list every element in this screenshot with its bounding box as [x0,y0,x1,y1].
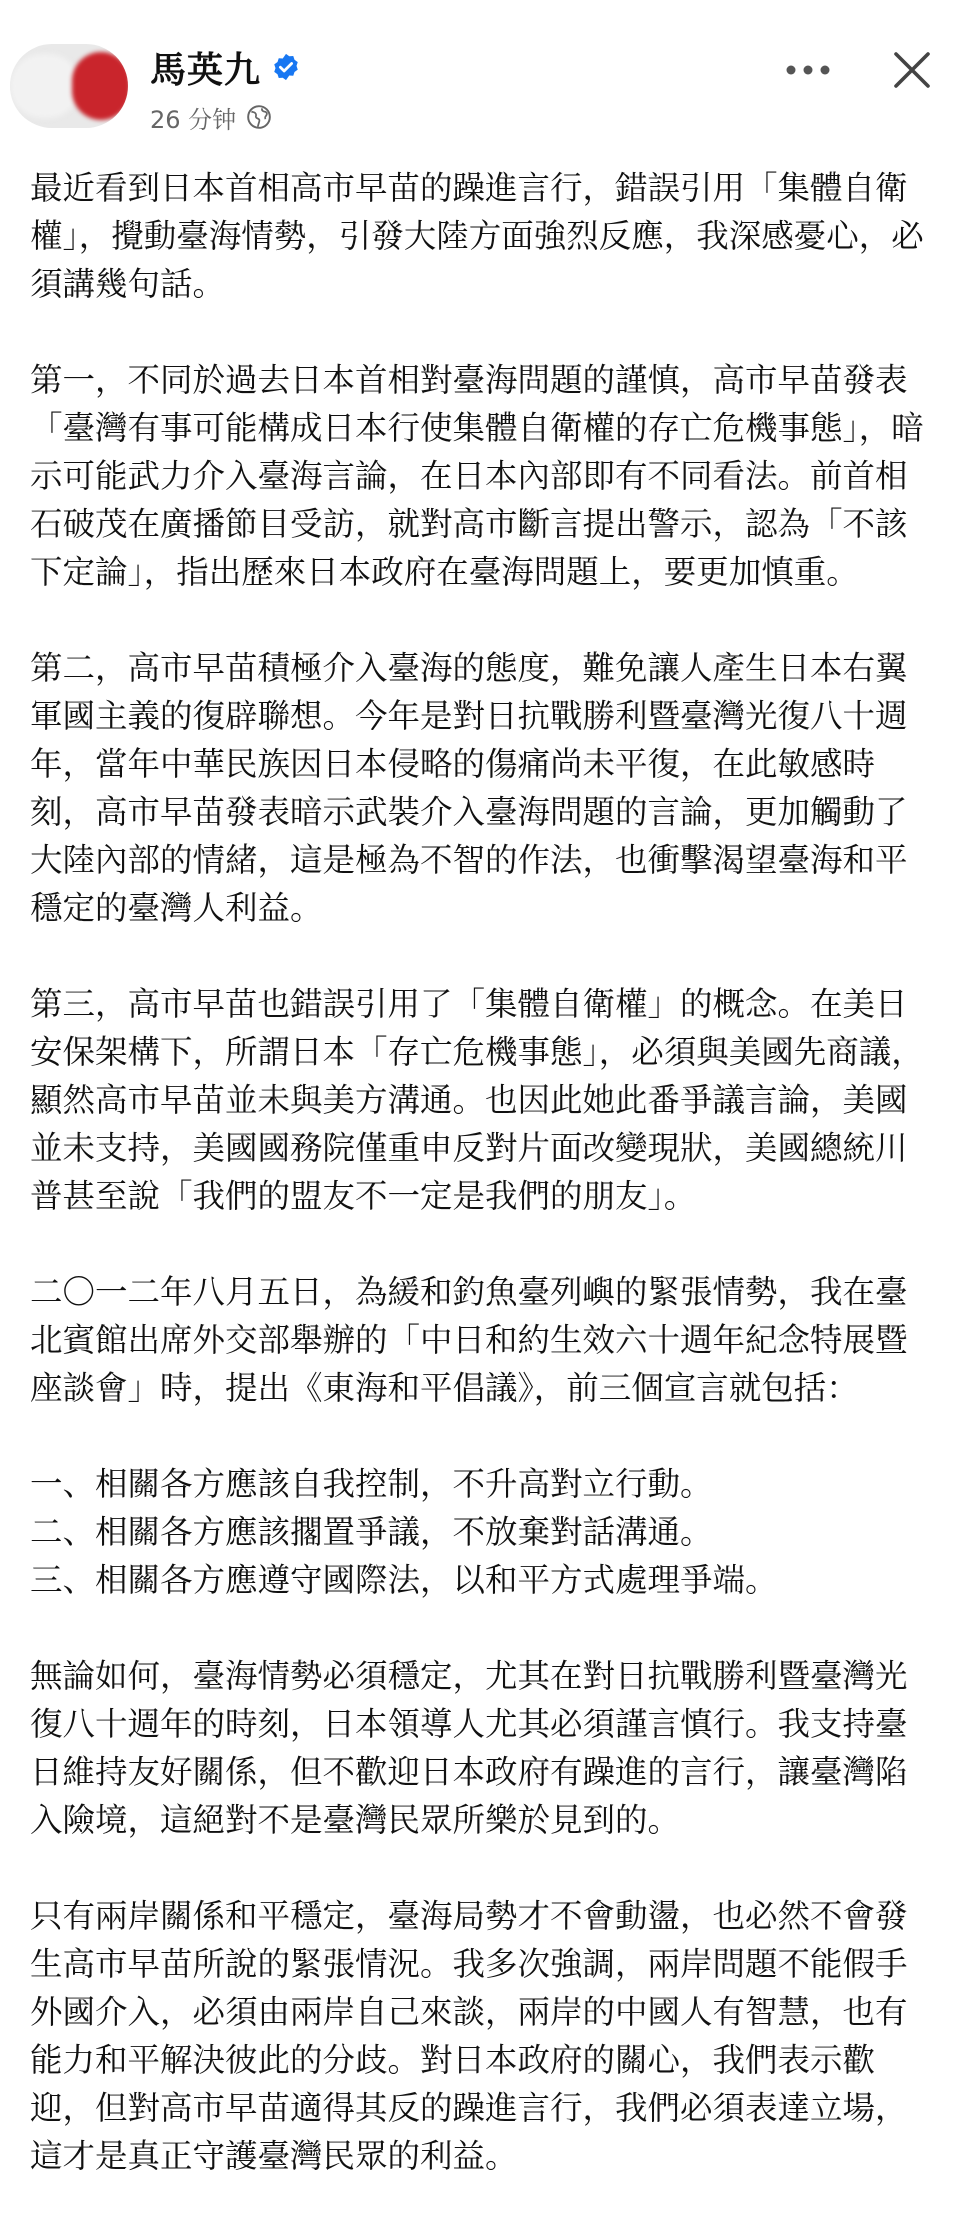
list-item: 一、相關各方應該自我控制，不升高對立行動。 [30,1465,713,1503]
post-body [30,164,936,2228]
close-icon [893,51,931,89]
more-options-button[interactable] [780,50,836,90]
more-horizontal-icon [785,64,831,76]
verified-badge-icon [271,52,301,82]
post-paragraph-3: 第二，高市早苗積極介入臺海的態度，難免讓人產生日本右翼軍國主義的復辟聯想。今年是對日抗戰勝利暨臺灣光復八十週年，當年中華民族因日本侵略的傷痛尚未平復，在此敏感時刻，高市早苗發表暗示武裝介入臺海問題的言論，更加觸動了大陸內部的情緒，這是極為不智的作法，也衝擊渴望臺海和平穩定的臺灣人利益。 [30,649,908,927]
close-button[interactable] [888,46,936,94]
post-paragraph-7: 只有兩岸關係和平穩定，臺海局勢才不會動盪，也必然不會發生高市早苗所說的緊張情況。我多次強調，兩岸問題不能假手外國介入，必須由兩岸自己來談，兩岸的中國人有智慧，也有能力和平解決彼此的分歧。對日本政府的關心，我們表示歡迎，但對高市早苗適得其反的躁進言行，我們必須表達立場，這才是真正守護臺灣民眾的利益。 [30,1897,908,2175]
author-name[interactable]: 馬英九 [150,49,262,91]
post-paragraph-5: 二〇一二年八月五日，為緩和釣魚臺列嶼的緊張情勢，我在臺北賓館出席外交部舉辦的「中日和約生效六十週年紀念特展暨座談會」時，提出《東海和平倡議》，前三個宣言就包括： [30,1273,908,1407]
post-paragraph-4: 第三，高市早苗也錯誤引用了「集體自衛權」的概念。在美日安保架構下，所謂日本「存亡危機事態」，必須與美國先商議，顯然高市早苗並未與美方溝通。也因此她此番爭議言論，美國並未支持，美國國務院僅重申反對片面改變現狀，美國總統川普甚至說「我們的盟友不一定是我們的朋友」。 [30,985,924,1215]
declaration-list [30,1460,936,1604]
post-paragraph-2: 第一，不同於過去日本首相對臺海問題的謹慎，高市早苗發表「臺灣有事可能構成日本行使集體自衛權的存亡危機事態」，暗示可能武力介入臺海言論，在日本內部即有不同看法。前首相石破茂在廣播節目受訪，就對高市斷言提出警示，認為「不該下定論」，指出歷來日本政府在臺海問題上，要更加慎重。 [30,361,924,591]
post-timestamp[interactable]: 26 分钟 [150,105,237,134]
avatar[interactable] [10,44,128,128]
globe-icon[interactable] [246,104,272,130]
list-item: 三、相關各方應遵守國際法，以和平方式處理爭端。 [30,1561,778,1599]
post-paragraph-6: 無論如何，臺海情勢必須穩定，尤其在對日抗戰勝利暨臺灣光復八十週年的時刻，日本領導人尤其必須謹言慎行。我支持臺日維持友好關係，但不歡迎日本政府有躁進的言行，讓臺灣陷入險境，這絕對不是臺灣民眾所樂於見到的。 [30,1657,908,1839]
post-header [0,0,954,150]
author-row [150,44,301,90]
post-paragraph-1: 最近看到日本首相高市早苗的躁進言行，錯誤引用「集體自衛權」，攪動臺海情勢，引發大陸方面強烈反應，我深感憂心，必須講幾句話。 [30,169,924,303]
post-meta [150,100,272,134]
list-item: 二、相關各方應該擱置爭議，不放棄對話溝通。 [30,1513,713,1551]
